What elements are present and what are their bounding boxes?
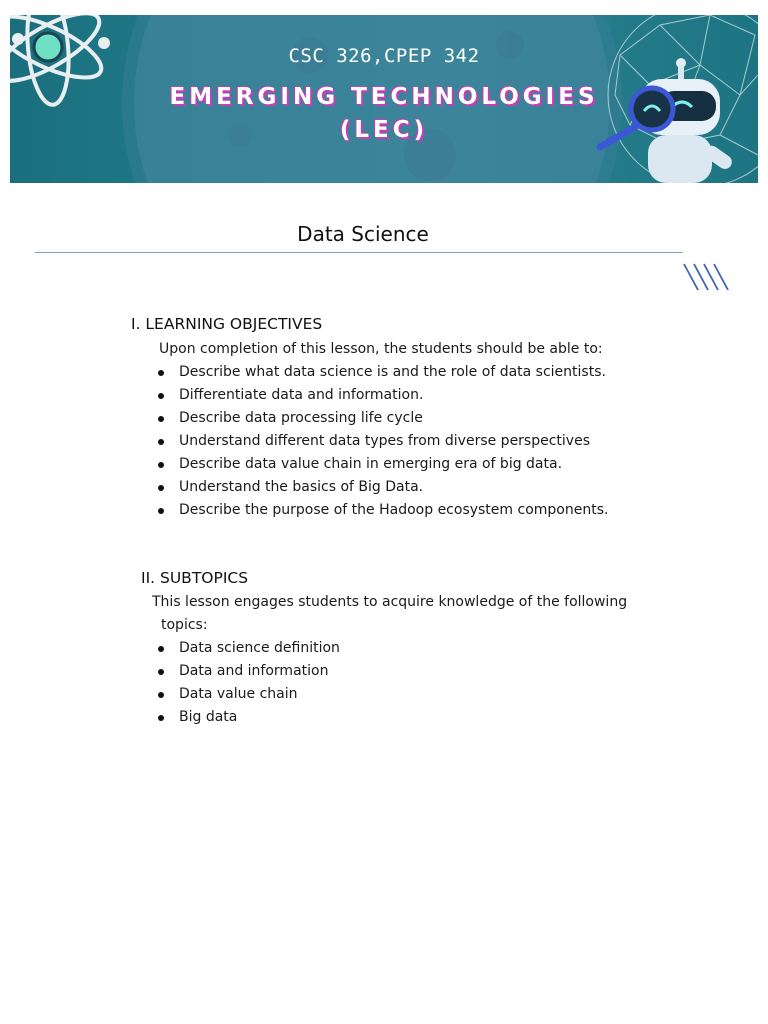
objectives-intro: Upon completion of this lesson, the students should be able to:	[159, 341, 603, 357]
page-title: Data Science	[297, 222, 429, 246]
list-item: Data science definition	[157, 637, 340, 660]
list-item: Differentiate data and information.	[157, 384, 608, 407]
course-title-line1: EMERGING TECHNOLOGIES	[169, 84, 599, 110]
slash-lines-icon	[680, 262, 736, 294]
subtopics-heading: II. SUBTOPICS	[141, 569, 249, 587]
title-divider	[35, 252, 683, 253]
list-item: Data and information	[157, 660, 340, 683]
list-item: Understand the basics of Big Data.	[157, 476, 608, 499]
objectives-heading: I. LEARNING OBJECTIVES	[131, 315, 323, 333]
subtopics-intro-line1: This lesson engages students to acquire knowledge of the following	[152, 594, 628, 610]
subtopics-list	[157, 637, 340, 729]
list-item: Describe what data science is and the role of data scientists.	[157, 361, 608, 384]
course-title	[10, 81, 758, 147]
list-item: Understand different data types from diverse perspectives	[157, 430, 608, 453]
course-title-line2: (LEC)	[339, 117, 429, 143]
list-item: Describe the purpose of the Hadoop ecosystem components.	[157, 499, 608, 522]
objectives-list	[157, 361, 608, 522]
course-code: CSC 326,CPEP 342	[288, 45, 480, 67]
list-item: Describe data processing life cycle	[157, 407, 608, 430]
list-item: Data value chain	[157, 683, 340, 706]
subtopics-intro-line2: topics:	[161, 617, 208, 633]
header-banner	[10, 15, 758, 183]
list-item: Big data	[157, 706, 340, 729]
list-item: Describe data value chain in emerging era of big data.	[157, 453, 608, 476]
